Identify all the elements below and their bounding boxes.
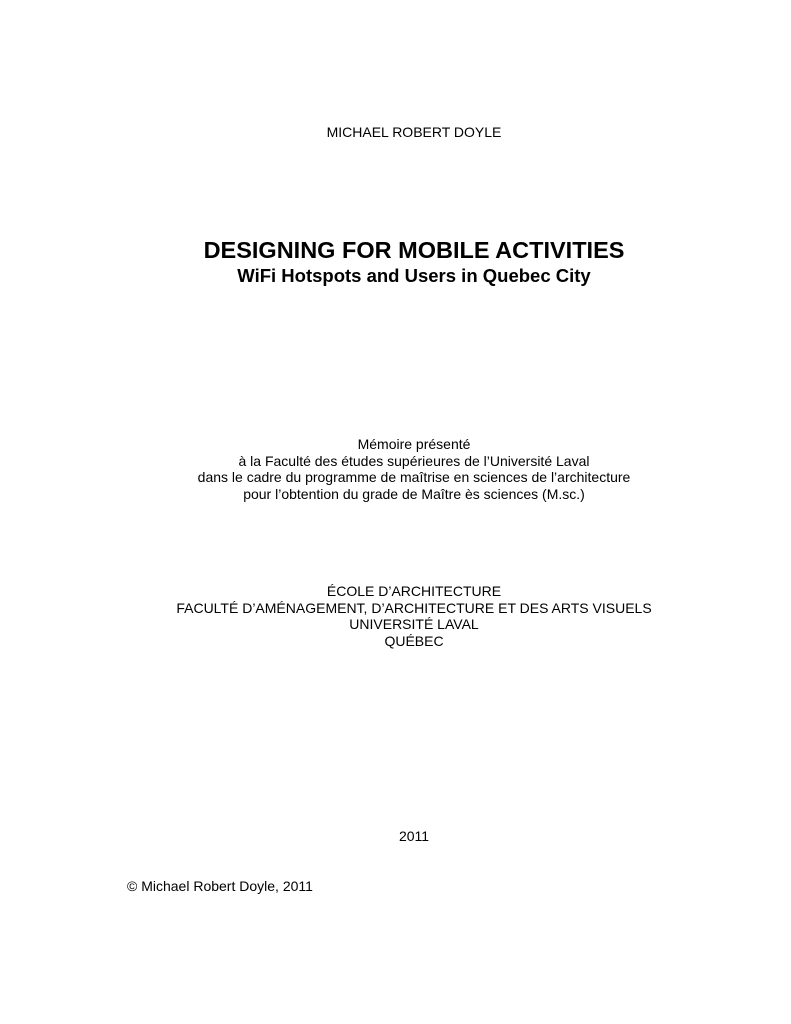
memoire-statement xyxy=(0,436,791,502)
copyright-notice: © Michael Robert Doyle, 2011 xyxy=(127,878,313,894)
institution-block xyxy=(0,583,791,649)
author-name: MICHAEL ROBERT DOYLE xyxy=(326,124,502,140)
institution-line: FACULTÉ D’AMÉNAGEMENT, D’ARCHITECTURE ET DES ARTS VISUELS xyxy=(176,599,652,616)
institution-line: ÉCOLE D’ARCHITECTURE xyxy=(326,583,502,599)
memoire-line: pour l’obtention du grade de Maître ès sciences (M.sc.) xyxy=(243,485,585,502)
memoire-line: dans le cadre du programme de maîtrise en sciences de l’architecture xyxy=(197,469,631,485)
thesis-subtitle: WiFi Hotspots and Users in Quebec City xyxy=(237,265,591,286)
memoire-line: Mémoire présenté xyxy=(357,436,471,452)
institution-line: QUÉBEC xyxy=(384,632,444,649)
year: 2011 xyxy=(398,828,430,844)
institution-line: UNIVERSITÉ LAVAL xyxy=(349,616,479,632)
thesis-title: DESIGNING FOR MOBILE ACTIVITIES xyxy=(203,237,625,263)
memoire-line: à la Faculté des études supérieures de l’Université Laval xyxy=(238,452,590,469)
